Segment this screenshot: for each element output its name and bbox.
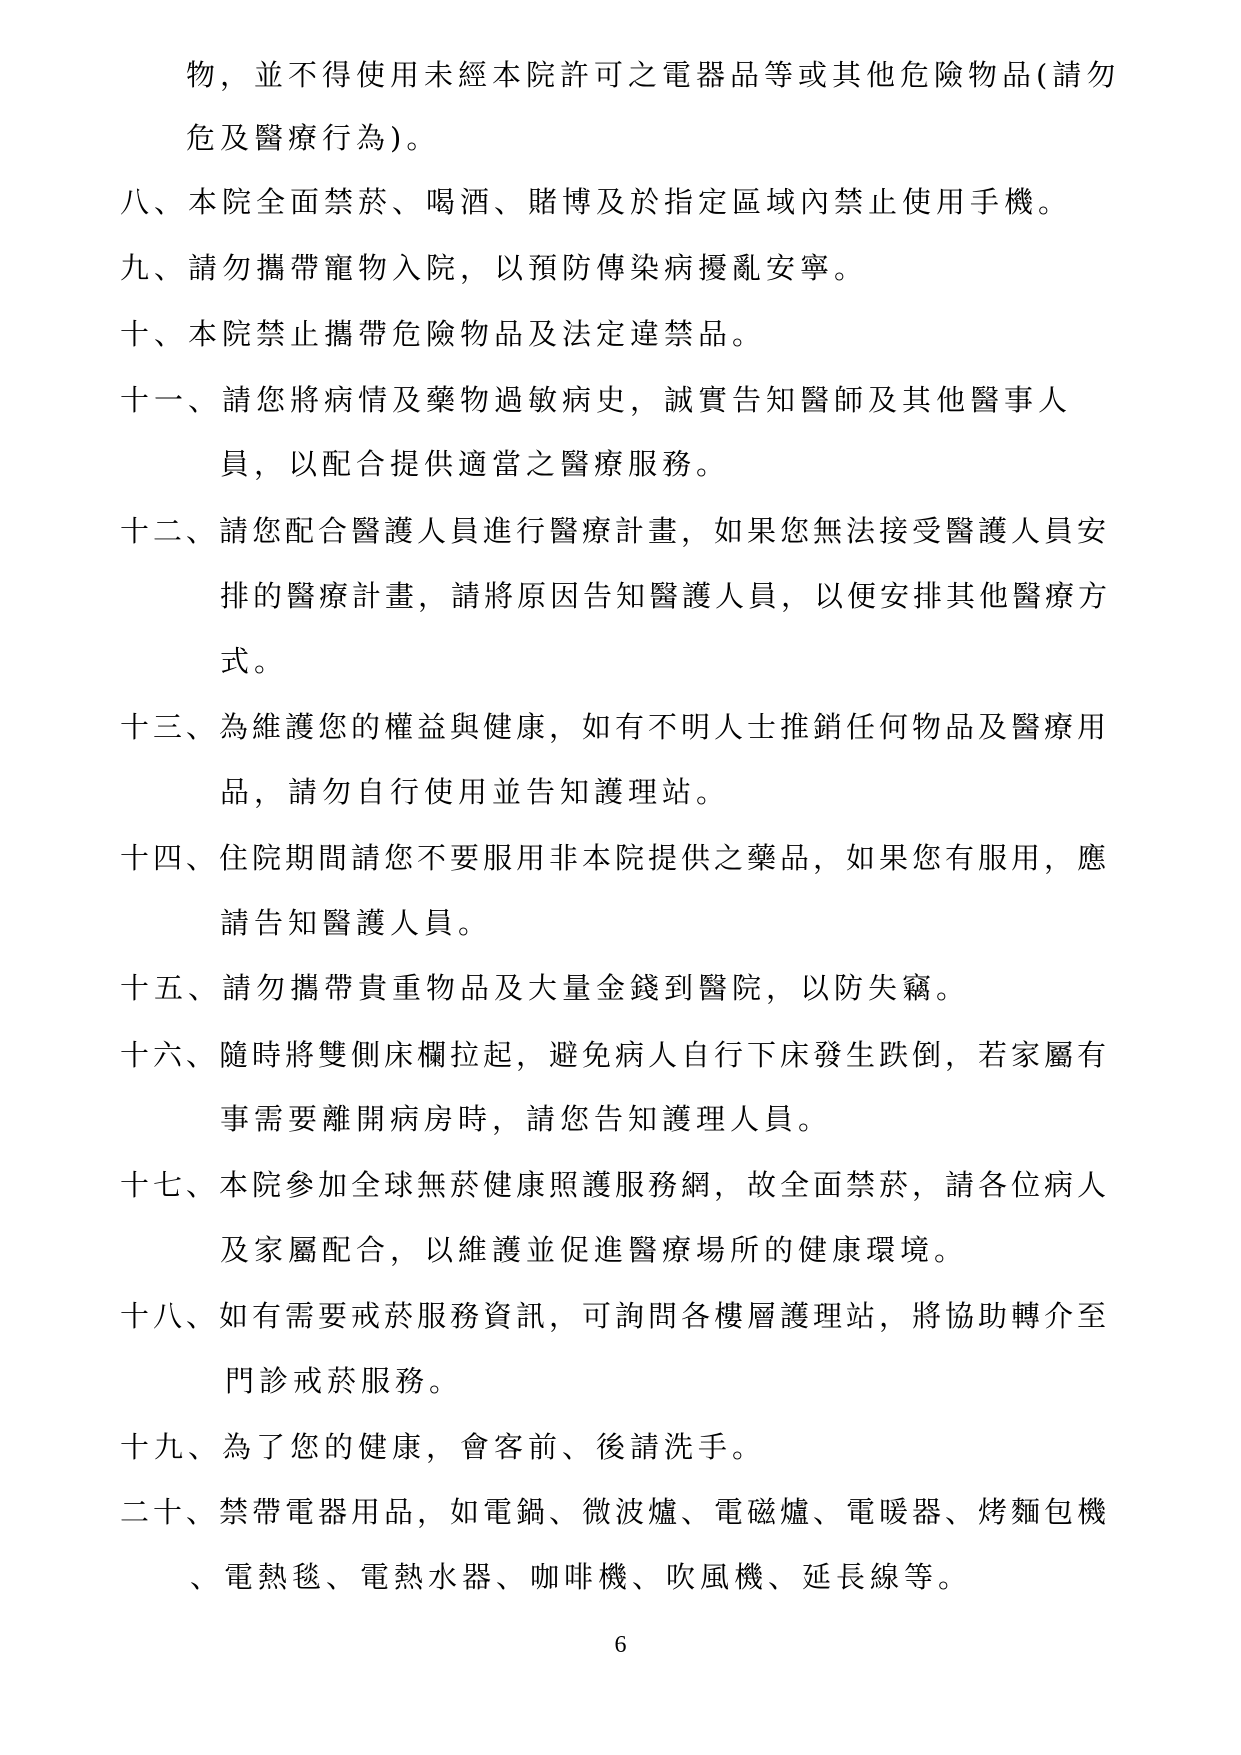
page-number: 6 (614, 1632, 627, 1658)
text-line: 事需要離開病房時，請您告知護理人員。 (220, 1102, 833, 1136)
list-item-10: 十、本院禁止攜帶危險物品及法定違禁品。 (120, 317, 767, 351)
text-line: 請告知醫護人員。 (220, 906, 493, 940)
text-line: 式。 (220, 644, 289, 678)
text-line: 危及醫療行為)。 (186, 121, 441, 155)
text-line: 排的醫療計畫，請將原因告知醫護人員，以便安排其他醫療方 (220, 579, 1112, 613)
list-item-13: 十三、為維護您的權益與健康，如有不明人士推銷任何物品及醫療用 (120, 710, 1111, 744)
list-item-18: 十八、如有需要戒菸服務資訊，可詢問各樓層護理站，將協助轉介至 (120, 1299, 1111, 1333)
text-line: 員，以配合提供適當之醫療服務。 (220, 447, 731, 481)
list-item-19: 十九、為了您的健康，會客前、後請洗手。 (120, 1430, 767, 1464)
list-item-11: 十一、請您將病情及藥物過敏病史，誠實告知醫師及其他醫事人 (120, 383, 1073, 417)
list-item-8: 八、本院全面禁菸、喝酒、賭博及於指定區域內禁止使用手機。 (120, 185, 1073, 219)
text-line: 門診戒菸服務。 (225, 1364, 464, 1398)
list-item-9: 九、請勿攜帶寵物入院，以預防傳染病擾亂安寧。 (120, 251, 869, 285)
text-line: 物，並不得使用未經本院許可之電器品等或其他危險物品(請勿 (186, 58, 1121, 92)
list-item-15: 十五、請勿攜帶貴重物品及大量金錢到醫院，以防失竊。 (120, 971, 971, 1005)
list-item-12: 十二、請您配合醫護人員進行醫療計畫，如果您無法接受醫護人員安 (120, 514, 1111, 548)
list-item-14: 十四、住院期間請您不要服用非本院提供之藥品，如果您有服用，應 (120, 841, 1111, 875)
text-line: 及家屬配合，以維護並促進醫療場所的健康環境。 (220, 1233, 969, 1267)
text-line: 品，請勿自行使用並告知護理站。 (220, 775, 731, 809)
list-item-16: 十六、隨時將雙側床欄拉起，避免病人自行下床發生跌倒，若家屬有 (120, 1038, 1111, 1072)
list-item-17: 十七、本院參加全球無菸健康照護服務網，故全面禁菸，請各位病人 (120, 1168, 1111, 1202)
list-item-20: 二十、禁帶電器用品，如電鍋、微波爐、電磁爐、電暖器、烤麵包機 (120, 1495, 1111, 1529)
text-line: 、電熱毯、電熱水器、咖啡機、吹風機、延長線等。 (190, 1560, 973, 1594)
